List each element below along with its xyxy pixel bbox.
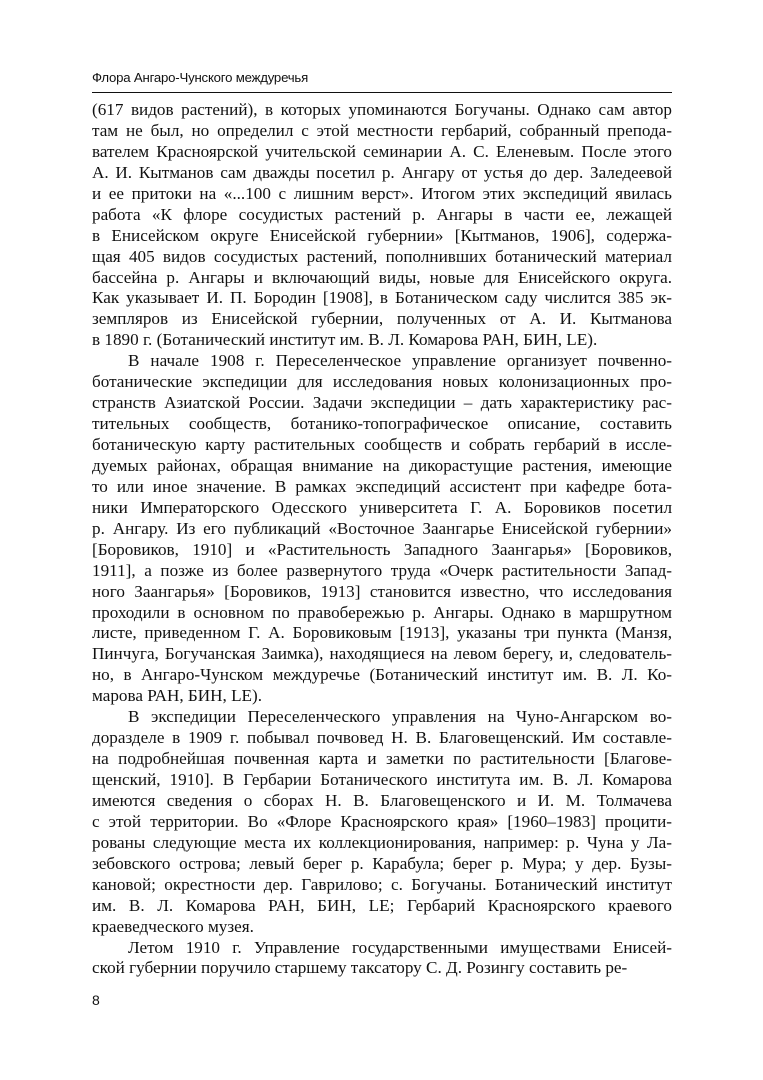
text-line: в Енисейском округе Енисейской губернии» [Кытманов, 1906], содержа- bbox=[92, 225, 672, 245]
text-line: ботанические экспедиции для исследования новых колонизационных про- bbox=[92, 372, 672, 392]
text-line: Летом 1910 г. Управление государственными имуществами Енисей- bbox=[128, 937, 672, 957]
text-line: доразделе в 1909 г. побывал почвовед Н. В. Благовещенский. Им составле- bbox=[92, 728, 672, 748]
text-line: Как указывает И. П. Бородин [1908], в Ботаническом саду числится 385 эк- bbox=[92, 288, 672, 308]
text-line: бассейна р. Ангары и включающий виды, новые для Енисейского округа. bbox=[92, 267, 672, 287]
text-line: А. И. Кытманов сам дважды посетил р. Ангару от устья до дер. Заледеевой bbox=[92, 162, 672, 182]
text-line: ской губернии поручило старшему таксатору С. Д. Розингу составить ре- bbox=[92, 958, 628, 978]
text-line: но, в Ангаро-Чунском междуречье (Ботанический институт им. В. Л. Ко- bbox=[92, 665, 672, 685]
text-line: 1911], а позже из более развернутого труда «Очерк растительности Запад- bbox=[92, 560, 672, 580]
text-line: странств Азиатской России. Задачи экспедиции – дать характеристику рас- bbox=[92, 393, 672, 413]
text-line: щенский, 1910]. В Гербарии Ботанического института им. В. Л. Комарова bbox=[92, 770, 672, 789]
text-line: вателем Красноярской учительской семинарии А. С. Еленевым. После этого bbox=[92, 141, 672, 161]
text-line: на подробнейшая почвенная карта и заметки по растительности [Благове- bbox=[92, 749, 672, 769]
text-line: тительных сообществ, ботанико-топографическое описание, составить bbox=[92, 414, 672, 434]
text-line: им. В. Л. Комарова РАН, БИН, LE; Гербарий Красноярского краевого bbox=[92, 895, 672, 915]
text-line: земпляров из Енисейской губернии, полученных от А. И. Кытманова bbox=[92, 309, 672, 329]
text-line: дуемых районах, обращая внимание на дикорастущие растения, имеющие bbox=[92, 455, 672, 475]
text-line: зебовского острова; левый берег р. Карабула; берег р. Мура; у дер. Бузы- bbox=[92, 853, 672, 873]
text-line: р. Ангару. Из его публикаций «Восточное Заангарье Енисейской губернии» bbox=[92, 518, 672, 538]
text-line: рованы следующие места их коллекционирования, например: р. Чуна у Ла- bbox=[92, 832, 672, 852]
paragraph bbox=[92, 351, 672, 707]
header-rule bbox=[92, 92, 672, 93]
paragraph bbox=[92, 707, 672, 937]
body-text bbox=[92, 100, 672, 979]
text-line: то или иное значение. В рамках экспедиций ассистент при кафедре бота- bbox=[92, 476, 672, 496]
paragraph bbox=[92, 938, 672, 980]
page-number: 8 bbox=[92, 992, 100, 1008]
text-line: краеведческого музея. bbox=[92, 916, 254, 936]
text-line: листе, приведенном Г. А. Боровиковым [1913], указаны три пункта (Манзя, bbox=[92, 623, 672, 643]
running-head: Флора Ангаро-Чунского междуречья bbox=[92, 70, 309, 85]
text-line: проходили в основном по правобережью р. Ангары. Однако в маршрутном bbox=[92, 602, 672, 622]
text-line: кановой; окрестности дер. Гаврилово; с. Богучаны. Ботанический институт bbox=[92, 874, 672, 894]
text-line: В начале 1908 г. Переселенческое управление организует почвенно- bbox=[128, 351, 672, 371]
text-line: и ее притоки на «...100 с лишним верст». Итогом этих экспедиций явилась bbox=[92, 183, 672, 203]
text-line: [Боровиков, 1910] и «Растительность Западного Заангарья» [Боровиков, bbox=[92, 539, 672, 559]
text-line: щая 405 видов сосудистых растений, пополнивших ботанический материал bbox=[92, 246, 672, 266]
paragraph bbox=[92, 100, 672, 351]
text-line: в 1890 г. (Ботанический институт им. В. Л. Комарова РАН, БИН, LE). bbox=[92, 330, 598, 350]
text-line: работа «К флоре сосудистых растений р. Ангары в части ее, лежащей bbox=[92, 204, 672, 224]
text-line: В экспедиции Переселенческого управления на Чуно-Ангарском во- bbox=[128, 707, 672, 727]
text-line: имеются сведения о сборах Н. В. Благовещенского и И. М. Толмачева bbox=[92, 790, 672, 810]
text-line: ники Императорского Одесского университета Г. А. Боровиков посетил bbox=[92, 497, 672, 517]
text-line: ботаническую карту растительных сообществ и собрать гербарий в иссле- bbox=[92, 435, 672, 454]
text-line: (617 видов растений), в которых упоминаются Богучаны. Однако сам автор bbox=[92, 100, 672, 119]
text-line: марова РАН, БИН, LE). bbox=[92, 686, 263, 706]
text-line: ного Заангарья» [Боровиков, 1913] становится известно, что исследования bbox=[92, 581, 672, 601]
text-line: там не был, но определил с этой местности гербарий, собранный препода- bbox=[92, 120, 672, 140]
text-line: с этой территории. Во «Флоре Красноярского края» [1960–1983] процити- bbox=[92, 811, 672, 831]
text-line: Пинчуга, Богучанская Заимка), находящиеся на левом берегу, и, следователь- bbox=[92, 644, 672, 664]
